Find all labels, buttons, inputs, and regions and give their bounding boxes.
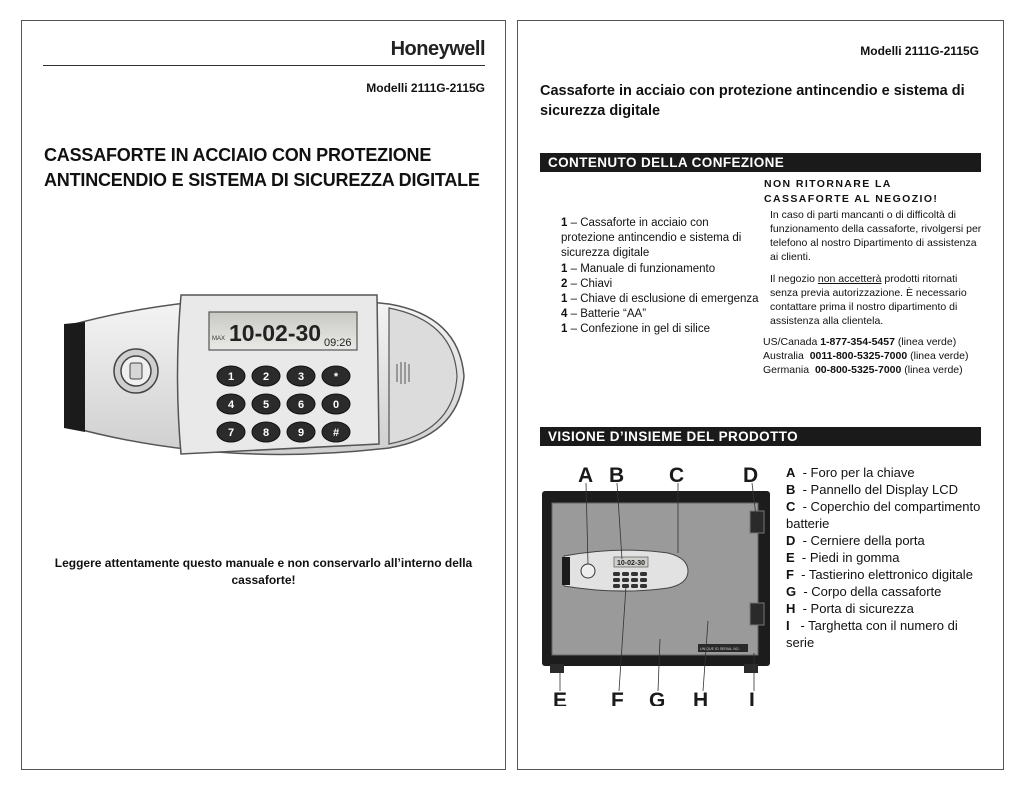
svg-text:MAX: MAX xyxy=(212,336,226,342)
header-rule xyxy=(43,65,485,66)
legend-item: E - Piedi in gomma xyxy=(786,550,900,565)
keypad-key-label: 3 xyxy=(297,371,305,383)
legend-item: batterie xyxy=(786,516,830,531)
contents-item: protezione antincendio e sistema di xyxy=(561,232,742,245)
keypad-key-label: 7 xyxy=(227,427,235,439)
lcd-time: 09:26 xyxy=(324,337,352,349)
contents-item: 2 – Chiavi xyxy=(561,277,613,290)
keypad-key-label: * xyxy=(333,371,339,383)
keypad-key-label: 1 xyxy=(227,371,235,383)
notice-line-2: CASSAFORTE AL NEGOZIO! xyxy=(764,193,939,205)
contents-item: sicurezza digitale xyxy=(561,247,650,260)
notice-line-1: NON RITORNARE LA xyxy=(764,178,892,190)
legend-item: G - Corpo della cassaforte xyxy=(786,584,942,599)
hinge-top xyxy=(750,511,764,533)
keypad-key-label: # xyxy=(332,427,340,439)
title-line-2: ANTINCENDIO E SISTEMA DI SICUREZZA DIGITALE xyxy=(44,170,480,190)
svg-text:UNIQUE ID SERIAL NO.: UNIQUE ID SERIAL NO. xyxy=(700,647,740,651)
phone-row: Australia 0011-800-5325-7000 (linea verde) xyxy=(763,350,969,362)
diagram-label-b: B xyxy=(609,464,625,487)
contents-item: 1 – Cassaforte in acciaio con xyxy=(561,217,709,229)
model-number: Modelli 2111G-2115G xyxy=(860,44,979,58)
keypad-key-label: 0 xyxy=(332,399,340,411)
notice-line: ai clienti. xyxy=(770,251,811,263)
phone-row: Germania 00-800-5325-7000 (linea verde) xyxy=(763,364,963,376)
diagram-label-d: D xyxy=(743,464,759,487)
diagram-label-e: E xyxy=(553,689,568,706)
notice-line: assistenza alla clientela. xyxy=(770,315,884,327)
overview-heading: VISIONE D’INSIEME DEL PRODOTTO xyxy=(540,427,981,446)
lcd-digits: 10-02-30 xyxy=(229,320,322,346)
diagram-label-f: F xyxy=(611,689,624,706)
warning-line-1: Leggere attentamente questo manuale e non conservarlo all’interno della xyxy=(54,556,473,570)
diagram-label-i: I xyxy=(749,689,755,706)
notice-paragraph-2 xyxy=(770,272,990,328)
model-number: Modelli 2111G-2115G xyxy=(366,81,485,95)
phone-row: US/Canada 1-877-354-5457 (linea verde) xyxy=(763,336,957,348)
battery-cover xyxy=(389,308,457,444)
keypad-key-label: 5 xyxy=(262,399,270,411)
foot-left xyxy=(550,664,564,673)
contents-item: 1 – Manuale di funzionamento xyxy=(561,262,716,275)
diagram-label-g: G xyxy=(649,689,666,706)
svg-text:10-02-30: 10-02-30 xyxy=(617,560,646,567)
keypad-key-label: 2 xyxy=(262,371,270,383)
legend-item: D - Cerniere della porta xyxy=(786,533,925,548)
phone-list xyxy=(763,335,998,377)
diagram-label-c: C xyxy=(669,464,685,487)
notice-line: senza previa autorizzazione. È necessario xyxy=(770,287,967,299)
notice-p2-rest xyxy=(770,286,990,328)
notice-line: contattare prima il nostro dipartimento di xyxy=(770,301,958,313)
notice-p2-line-1: Il negozio non accetterà prodotti ritornati xyxy=(770,273,958,285)
keypad-key-label: 9 xyxy=(297,427,305,439)
title-line-1: CASSAFORTE IN ACCIAIO CON PROTEZIONE xyxy=(44,145,432,165)
foot-right xyxy=(744,664,758,673)
notice-paragraph-1 xyxy=(770,208,990,264)
component-legend xyxy=(786,464,991,651)
keypad-key-label: 8 xyxy=(262,427,270,439)
legend-item: B - Pannello del Display LCD xyxy=(786,482,958,497)
notice-line: In caso di parti mancanti o di difficoltà di xyxy=(770,209,956,221)
left-page xyxy=(21,20,506,770)
notice-line: telefono al nostro Dipartimento di assistenza xyxy=(770,237,977,249)
legend-item: H - Porta di sicurezza xyxy=(786,601,914,616)
right-page xyxy=(517,20,1004,770)
keypad-key-label: 6 xyxy=(297,399,305,411)
legend-item: F - Tastierino elettronico digitale xyxy=(786,567,973,582)
legend-item: C - Coperchio del compartimento xyxy=(786,499,981,514)
contents-list xyxy=(561,216,766,338)
contents-item: 4 – Batterie “AA” xyxy=(561,308,647,321)
keypad-panel-illustration xyxy=(59,286,471,466)
safe-diagram xyxy=(538,461,776,706)
subtitle-line-2: sicurezza digitale xyxy=(540,103,661,119)
warning-line-2: cassaforte! xyxy=(231,573,296,587)
contents-item: 1 – Chiave di esclusione di emergenza xyxy=(561,293,759,306)
diagram-label-h: H xyxy=(693,689,709,706)
diagram-label-a: A xyxy=(578,464,594,487)
key-lock xyxy=(114,349,158,393)
notice-line: funzionamento della cassaforte, rivolgersi per xyxy=(770,223,982,235)
contents-item: 1 – Confezione in gel di silice xyxy=(561,323,710,336)
keypad-key-label: 4 xyxy=(227,399,235,411)
hinge-bottom xyxy=(750,603,764,625)
subtitle-line-1: Cassaforte in acciaio con protezione antincendio e sistema di xyxy=(540,83,965,99)
honeywell-logo: Honeywell xyxy=(390,38,485,60)
return-notice xyxy=(764,177,938,207)
page-subtitle xyxy=(540,81,980,121)
warning-text xyxy=(22,555,505,589)
legend-item: A - Foro per la chiave xyxy=(786,465,915,480)
legend-item: I - Targhetta con il numero di xyxy=(786,618,958,633)
panel-left-edge xyxy=(64,322,85,432)
legend-item: serie xyxy=(786,635,815,650)
contents-heading: CONTENUTO DELLA CONFEZIONE xyxy=(540,153,981,172)
page-title xyxy=(44,143,494,193)
